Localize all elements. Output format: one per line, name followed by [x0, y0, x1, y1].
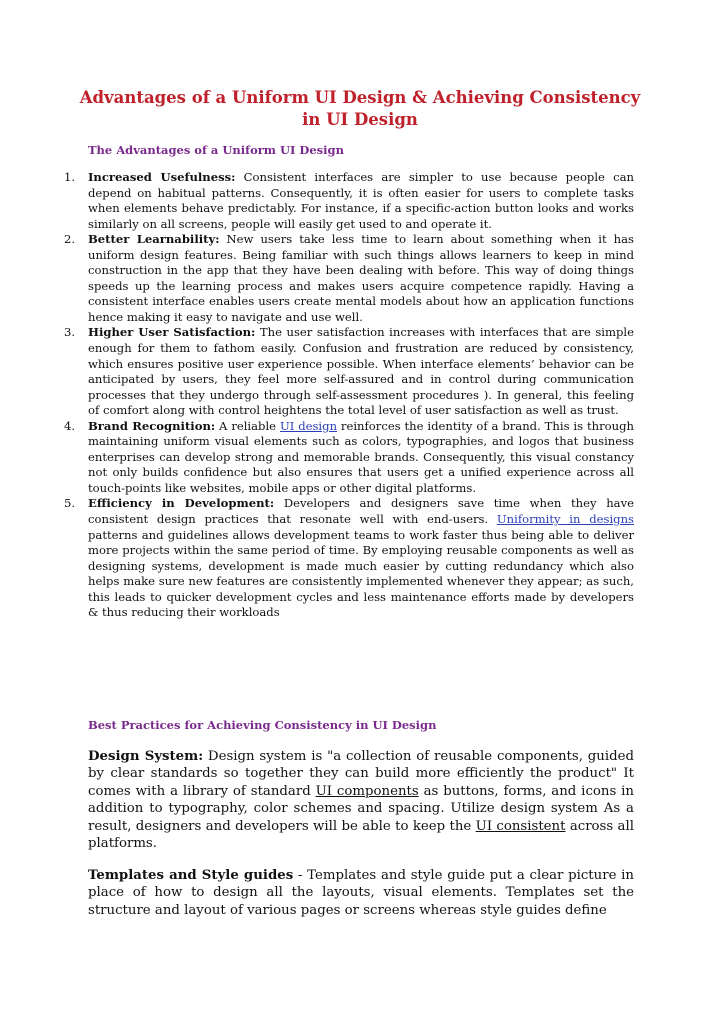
list-item-term: Brand Recognition: — [88, 418, 216, 433]
ui-design-link[interactable]: UI design — [279, 418, 338, 433]
advantages-heading: The Advantages of a Uniform UI Design — [88, 143, 344, 157]
list-number: 5. — [64, 496, 76, 511]
templates-term: Templates and Style guides — [88, 868, 294, 883]
uniformity-in-designs-link[interactable]: Uniformity in designs — [496, 512, 634, 527]
page-title: Advantages of a Uniform UI Design & Achieving Consistency in UI Design — [79, 88, 641, 129]
list-number: 2. — [64, 232, 76, 247]
advantages-list — [64, 170, 634, 621]
list-number: 4. — [64, 418, 76, 433]
list-item-text: The user satisfaction increases with interfaces that are simple enough for them to fathom easily. Confusion and frustration are reduced by consistency, which ensures positive user experience possible. When interface elements’ behavior can be anticipated by users, they feel more self-assured and in control during communication processes that they undergo through self-assessment procedures ). In general, this feeling of comfort along with control heightens the total level of user satisfaction as well as trust. — [88, 325, 634, 418]
list-item-text: A reliable — [215, 418, 280, 433]
list-item-term: Better Learnability: — [88, 232, 220, 247]
list-number: 1. — [64, 170, 76, 184]
list-item-satisfaction — [64, 325, 634, 418]
best-practices-heading: Best Practices for Achieving Consistency in UI Design — [88, 718, 437, 732]
ui-consistent-link[interactable]: UI consistent — [475, 818, 566, 834]
ui-components-link[interactable]: UI components — [315, 783, 419, 799]
list-item-efficiency — [64, 496, 634, 620]
list-item-term: Higher User Satisfaction: — [88, 325, 256, 340]
templates-text: - Templates and style guide put a clear picture in place of how to design all the layouts, visual elements. Templates set the structure and layout of various pages or screens whereas style guides define — [88, 868, 634, 918]
design-system-term: Design System: — [88, 749, 204, 764]
design-system-text: across all platforms. — [88, 818, 634, 852]
templates-paragraph — [88, 867, 634, 919]
list-item-text: New users take less time to learn about something when it has uniform design features. Being familiar with such things allows learners to keep in mind construction in the app that they have been dealing with before. This way of doing things speeds up the learning process and makes users acquire competence rapidly. Having a consistent interface enables users create mental models about how an application functions hence making it easy to navigate and use well. — [88, 232, 634, 324]
list-item-text: Consistent interfaces are simpler to use because people can depend on habitual patterns. Consequently, it is often easier for users to complete tasks when elements behave predictably. For instance, if a specific-action button looks and works similarly on all screens, people will easily get used to and operate it. — [88, 170, 634, 231]
list-number: 3. — [64, 325, 76, 340]
list-item-usefulness — [64, 170, 634, 232]
list-item-brand-recognition — [64, 418, 634, 497]
list-item-term: Efficiency in Development: — [88, 496, 275, 511]
design-system-text: as buttons, forms, and icons in addition to typography, color schemes and spacing. Utilize design system As a result, designers and developers will be able to keep the — [88, 783, 634, 834]
list-item-text: reinforces the identity of a brand. This is through maintaining uniform visual elements such as colors, typographies, and logos that business enterprises can develop strong and memorable brands. Consequently, this visual constancy not only builds confidence but also ensures that users get a unified experience across all touch-points like websites, mobile apps or other digital platforms. — [88, 418, 634, 495]
list-item-learnability — [64, 232, 634, 325]
list-item-term: Increased Usefulness: — [88, 170, 236, 184]
design-system-text: Design system is "a collection of reusable components, guided by clear standards so together they can build more efficiently the product" It comes with a library of standard — [88, 749, 634, 799]
design-system-paragraph — [88, 748, 634, 852]
list-item-text: patterns and guidelines allows development teams to work faster thus being able to deliver more projects within the same period of time. By employing reusable components as well as designing systems, development is made much easier by cutting redundancy which also helps make sure new features are consistently implemented whenever they appear; as such, this leads to quicker development cycles and less maintenance efforts made by developers & thus reducing their workloads — [88, 527, 634, 620]
list-item-text: Developers and designers save time when they have consistent design practices that resonate well with end-users. — [88, 496, 634, 527]
